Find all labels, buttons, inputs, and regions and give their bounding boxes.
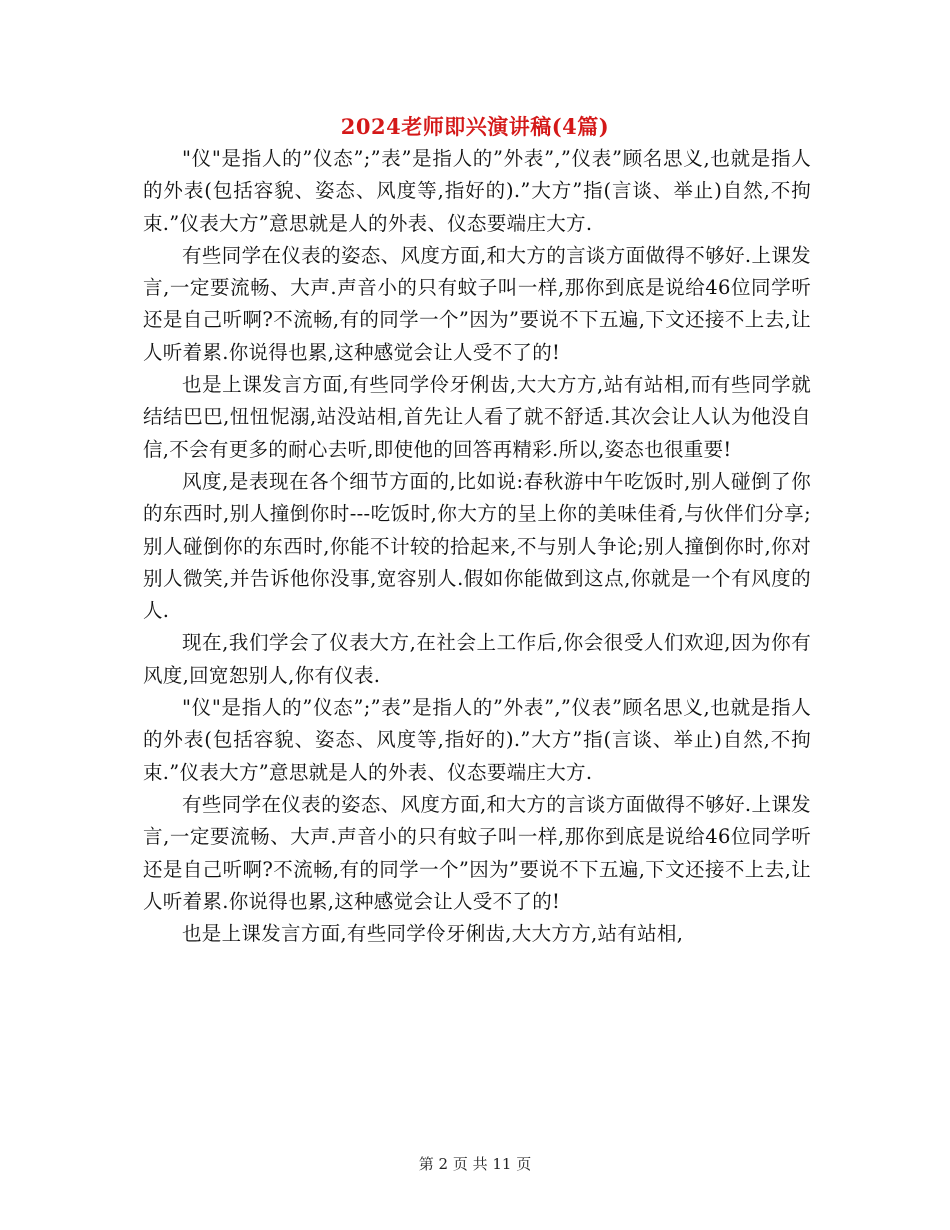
paragraph: "仪"是指人的”仪态”;”表”是指人的”外表”,”仪表”顾名思义,也就是指人的外表(包括容貌、姿态、风度等,指好的).”大方”指(言谈、举止)自然,不拘束.”仪表大方”意思就是人的外表、仪态要端庄大方.: [143, 147, 811, 235]
document-body: [143, 143, 811, 950]
page-number-label: 第 2 页 共 11 页: [418, 1155, 532, 1173]
paragraph: 也是上课发言方面,有些同学伶牙俐齿,大大方方,站有站相,而有些同学就结结巴巴,忸忸怩溺,站没站相,首先让人看了就不舒适.其次会让人认为他没自信,不会有更多的耐心去听,即使他的回答再精彩.所以,姿态也很重要!: [143, 373, 811, 461]
page-footer: [0, 1154, 950, 1174]
paragraph: 也是上课发言方面,有些同学伶牙俐齿,大大方方,站有站相,: [182, 922, 684, 946]
paragraph: 有些同学在仪表的姿态、风度方面,和大方的言谈方面做得不够好.上课发言,一定要流畅、大声.声音小的只有蚊子叫一样,那你到底是说给46位同学听还是自己听啊?不流畅,有的同学一个”因为”要说不下五遍,下文还接不上去,让人听着累.你说得也累,这种感觉会让人受不了的!: [143, 243, 811, 364]
paragraph: "仪"是指人的”仪态”;”表”是指人的”外表”,”仪表”顾名思义,也就是指人的外表(包括容貌、姿态、风度等,指好的).”大方”指(言谈、举止)自然,不拘束.”仪表大方”意思就是人的外表、仪态要端庄大方.: [143, 696, 811, 784]
paragraph: 有些同学在仪表的姿态、风度方面,和大方的言谈方面做得不够好.上课发言,一定要流畅、大声.声音小的只有蚊子叫一样,那你到底是说给46位同学听还是自己听啊?不流畅,有的同学一个”因为”要说不下五遍,下文还接不上去,让人听着累.你说得也累,这种感觉会让人受不了的!: [143, 792, 811, 913]
document-title: 2024老师即兴演讲稿(4篇): [340, 114, 610, 139]
paragraph: 风度,是表现在各个细节方面的,比如说:春秋游中午吃饭时,别人碰倒了你的东西时,别人撞倒你时---吃饭时,你大方的呈上你的美味佳肴,与伙伴们分享;别人碰倒你的东西时,你能不计较的拾起来,不与别人争论;别人撞倒你时,你对别人微笑,并告诉他你没事,宽容别人.假如你能做到这点,你就是一个有风度的人.: [143, 469, 811, 623]
paragraph: 现在,我们学会了仪表大方,在社会上工作后,你会很受人们欢迎,因为你有风度,回宽恕别人,你有仪表.: [143, 631, 811, 687]
